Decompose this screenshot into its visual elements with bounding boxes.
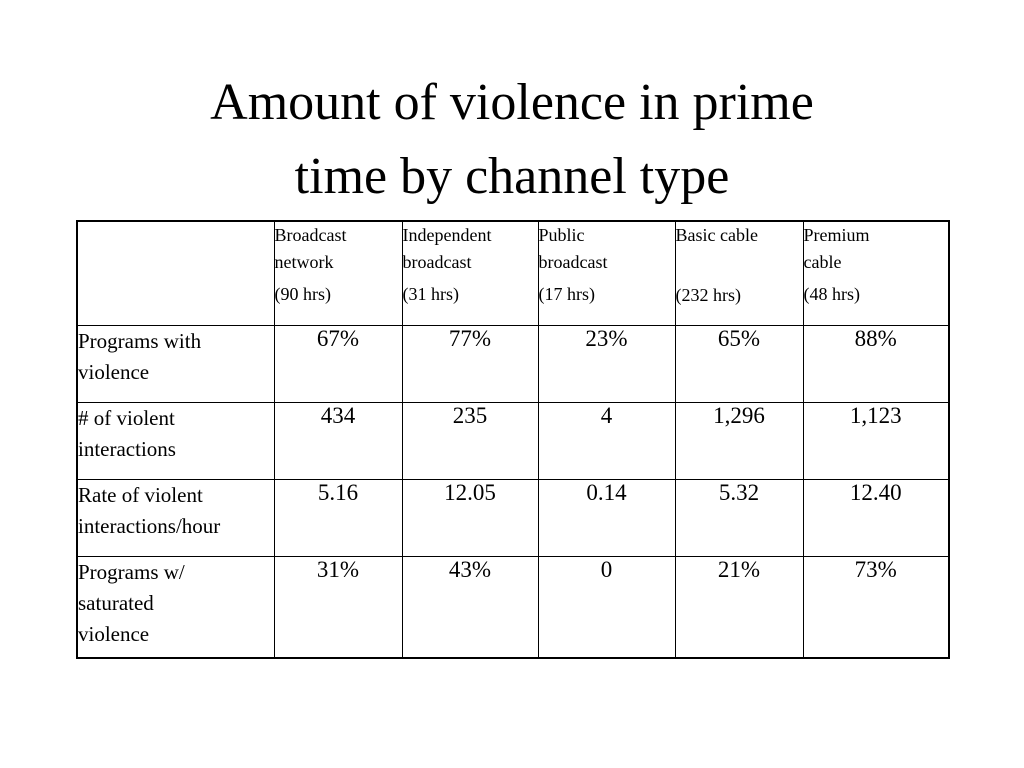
row-label-saturated-violence (77, 556, 274, 658)
table-cell: 1,296 (675, 402, 803, 479)
column-header-name: broadcast (538, 252, 608, 272)
row-label-line: Programs w/ (78, 559, 185, 584)
row-label-violent-interactions (77, 402, 274, 479)
violence-table (76, 220, 950, 659)
column-header-premium-cable (803, 221, 949, 325)
table-cell: 12.05 (402, 479, 538, 556)
table-cell: 67% (274, 325, 402, 402)
row-label-line: violence (78, 621, 150, 646)
row-label-programs-with-violence (77, 325, 274, 402)
column-header-hours: (31 hrs) (402, 284, 459, 304)
row-label-line: interactions/hour (78, 513, 221, 538)
column-header-hours: (90 hrs) (274, 284, 331, 304)
table-cell: 65% (675, 325, 803, 402)
table-cell: 77% (402, 325, 538, 402)
column-header-name: cable (803, 252, 842, 272)
column-header-broadcast-network (274, 221, 402, 325)
table-cell: 0.14 (538, 479, 675, 556)
table-cell: 235 (402, 402, 538, 479)
table-row (77, 556, 949, 658)
table-cell: 5.16 (274, 479, 402, 556)
table-cell: 43% (402, 556, 538, 658)
row-label-line: interactions (78, 436, 176, 461)
column-header-name: network (274, 252, 334, 272)
row-label-line: violence (78, 359, 150, 384)
column-header-public-broadcast (538, 221, 675, 325)
table-cell: 31% (274, 556, 402, 658)
table-cell: 21% (675, 556, 803, 658)
column-header-hours: (17 hrs) (538, 284, 595, 304)
column-header-name: broadcast (402, 252, 472, 272)
table-cell: 4 (538, 402, 675, 479)
table-row (77, 479, 949, 556)
slide-title-line-2: time by channel type (294, 148, 730, 205)
row-label-line: saturated (78, 590, 154, 615)
slide-title (0, 66, 1024, 214)
row-label-rate-per-hour (77, 479, 274, 556)
table-cell: 23% (538, 325, 675, 402)
table-cell: 12.40 (803, 479, 949, 556)
table-cell: 73% (803, 556, 949, 658)
column-header-hours: (232 hrs) (675, 285, 741, 305)
table-cell: 0 (538, 556, 675, 658)
table-row (77, 325, 949, 402)
row-label-line: # of violent (78, 405, 175, 430)
table-cell: 434 (274, 402, 402, 479)
slide-title-line-1: Amount of violence in prime (210, 74, 814, 131)
header-corner-cell (77, 221, 274, 325)
column-header-hours: (48 hrs) (803, 284, 860, 304)
table-cell: 1,123 (803, 402, 949, 479)
column-header-name: Premium (803, 225, 870, 245)
table-row (77, 402, 949, 479)
column-header-independent-broadcast (402, 221, 538, 325)
column-header-name: Public (538, 225, 585, 245)
column-header-name: Broadcast (274, 225, 347, 245)
column-header-name: Independent (402, 225, 492, 245)
table-cell: 5.32 (675, 479, 803, 556)
table-header-row (77, 221, 949, 325)
column-header-basic-cable (675, 221, 803, 325)
table-cell: 88% (803, 325, 949, 402)
column-header-name: Basic cable (675, 225, 758, 245)
row-label-line: Rate of violent (78, 482, 203, 507)
row-label-line: Programs with (78, 328, 202, 353)
